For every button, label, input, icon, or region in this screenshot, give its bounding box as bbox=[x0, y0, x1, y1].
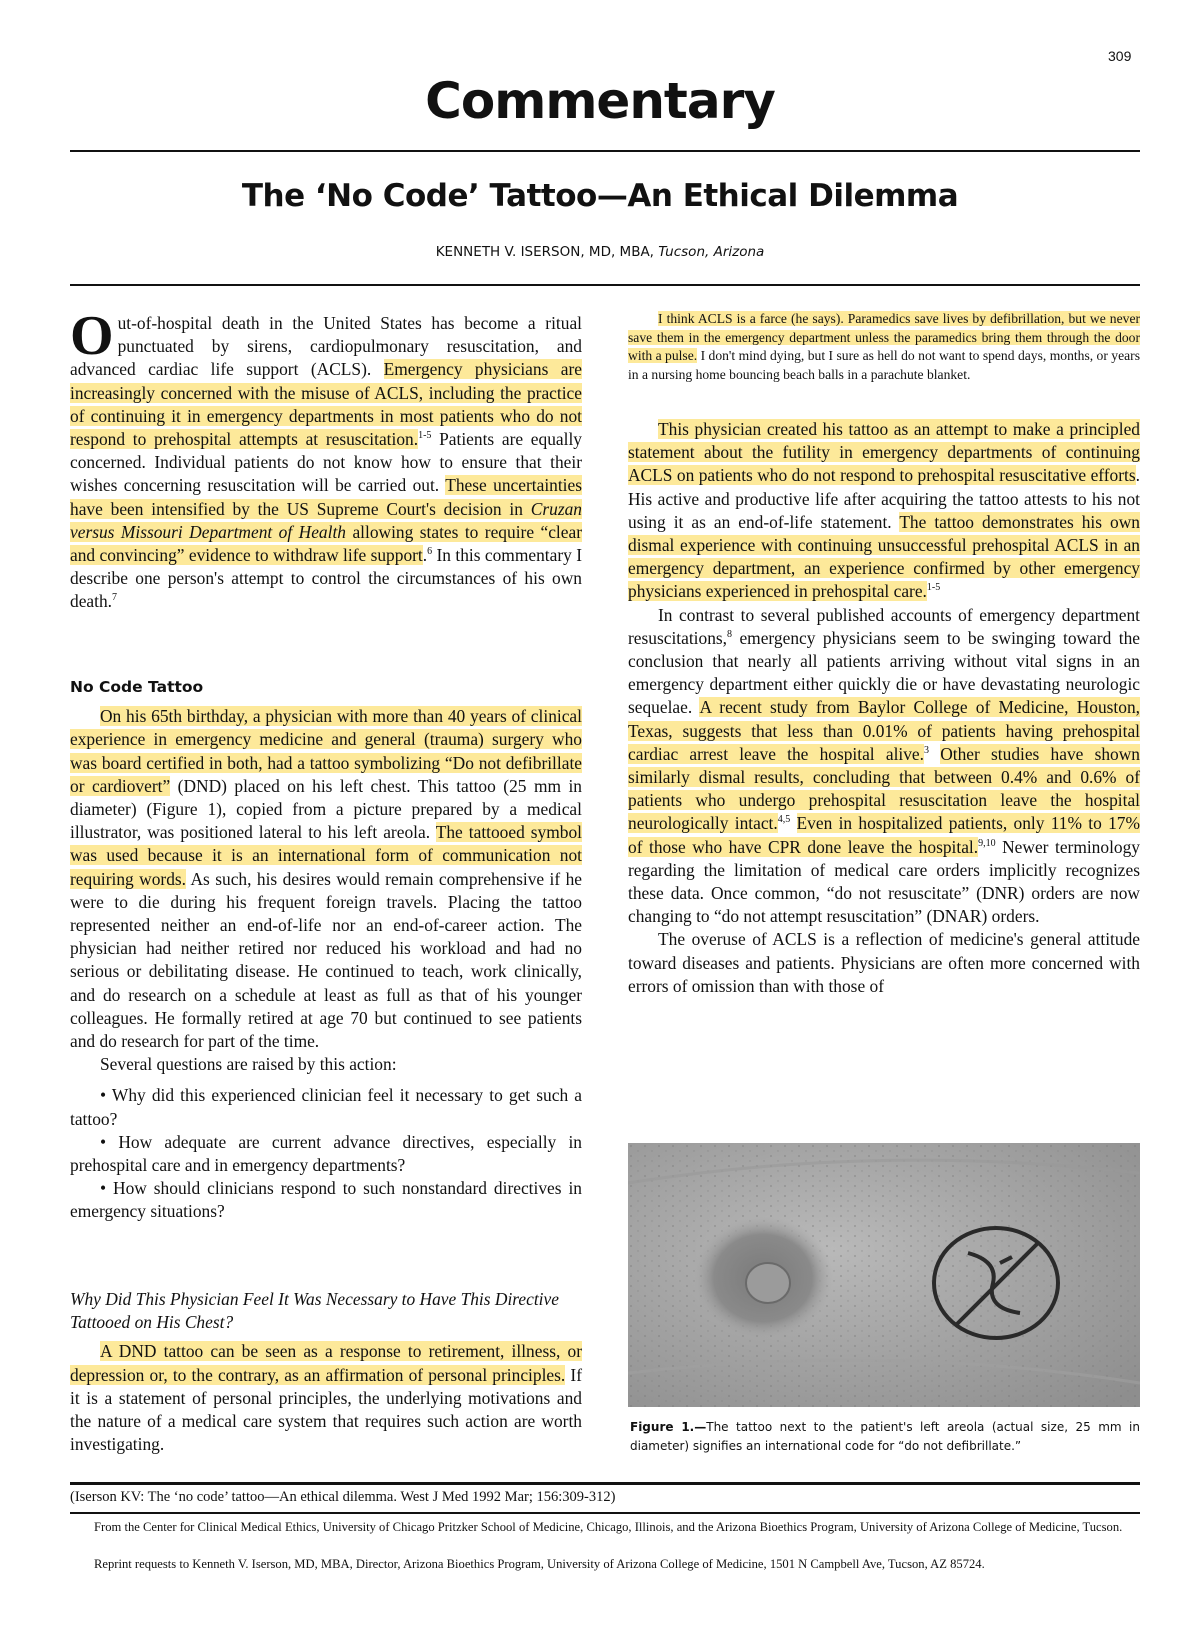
article-title: The ‘No Code’ Tattoo—An Ethical Dilemma bbox=[241, 178, 959, 214]
figure-1-photo bbox=[628, 1143, 1140, 1407]
subsection-heading: Why Did This Physician Feel It Was Necessary to Have This Directive Tattooed on His Chest? bbox=[70, 1289, 559, 1333]
highlighted-text: A DND tattoo can be seen as a response to retirement, illness, or depression or, to the contrary, as an affirmation of personal principles. bbox=[70, 1341, 582, 1385]
text-run: Newer terminology regarding the limitation of medical care orders implicitly recognizes these data. Once common, “do not resuscitate” (DNR) orders are now changing to “do not attempt resuscitation” (DNAR) orders. bbox=[628, 836, 1140, 927]
citation: (Iserson KV: The ‘no code’ tattoo—An ethical dilemma. West J Med 1992 Mar; 156:309-312) bbox=[70, 1489, 616, 1505]
text-run: In this commentary I describe one person's attempt to control the circumstances of his own death. bbox=[70, 545, 582, 612]
paragraph bbox=[628, 604, 1140, 929]
section-title: Commentary bbox=[425, 72, 775, 130]
highlighted-text: Emergency physicians are increasingly concerned with the misuse of ACLS, including the practice of continuing it in emergency departments in most patients who do not respond to prehospital attempts at resuscitation. bbox=[70, 359, 582, 450]
author-location: Tucson, Arizona bbox=[658, 244, 765, 260]
text-run: (DND) placed on his left chest. This tattoo (25 mm in diameter) (Figure 1), copied from a picture prepared by a medical illustrator, was positioned lateral to his left areola. bbox=[70, 775, 583, 843]
highlighted-text: On his 65th birthday, a physician with more than 40 years of clinical experience in emergency medicine and general (trauma) surgery who was board certified in both, had a tattoo symbolizing “Do not defibrillate or cardiovert” bbox=[70, 706, 582, 796]
byline bbox=[0, 244, 1200, 260]
highlighted-text: This physician created his tattoo as an attempt to make a principled statement about the futility in emergency departments of continuing ACLS on patients who do not respond to prehospital resuscitative efforts bbox=[628, 419, 1140, 486]
highlighted-text: allowing states to require “clear and convincing” evidence to withdraw life support bbox=[70, 521, 582, 566]
reprint-note: Reprint requests to Kenneth V. Iserson, MD, MBA, Director, Arizona Bioethics Program, University of Arizona College of Medicine, 1501 N Campbell Ave, Tucson, AZ 85724. bbox=[94, 1557, 985, 1571]
author-name: KENNETH V. ISERSON, MD, MBA, bbox=[435, 244, 654, 260]
reference-superscript: 9,10 bbox=[978, 837, 996, 849]
text-run: . bbox=[422, 545, 428, 566]
text-run: . His active and productive life after acquiring the tattoo attests to his not using it as an end-of-life statement. bbox=[628, 465, 1140, 532]
text-run bbox=[929, 744, 940, 764]
section-heading: No Code Tattoo bbox=[70, 678, 204, 696]
left-column-subsection bbox=[70, 1288, 582, 1456]
paragraph bbox=[628, 418, 1140, 604]
paragraph bbox=[628, 928, 1140, 998]
paragraph bbox=[70, 705, 582, 1053]
block-quote bbox=[628, 310, 1140, 384]
highlighted-text: Cruzan versus Missouri Department of Health bbox=[70, 498, 582, 542]
figure-label: Figure 1.— bbox=[630, 1420, 707, 1434]
footer-rule-top bbox=[70, 1482, 1140, 1485]
title-rule bbox=[70, 150, 1140, 152]
text-run: emergency physicians seem to be swinging toward the conclusion that nearly all patients arriving without vital signs in an emergency department either quickly die or have devastating neurologic sequelae. bbox=[628, 627, 1140, 718]
page-number: 309 bbox=[1108, 48, 1132, 64]
highlighted-text: A recent study from Baylor College of Medicine, Houston, Texas, suggests that less than 0.01% of patients having prehospital cardiac arrest leave the hospital alive. bbox=[628, 697, 1141, 764]
reference-superscript: 1-5 bbox=[926, 582, 941, 594]
highlighted-text: The tattoo demonstrates his own dismal experience with continuing unsuccessful prehospital ACLS in an emergency department, an experience confirmed by other emergency physicians experienced in prehospital care. bbox=[628, 511, 1140, 602]
highlighted-text: The tattooed symbol was used because it is an international form of communication not requiring words. bbox=[70, 822, 583, 889]
list-item: • How should clinicians respond to such nonstandard directives in emergency situations? bbox=[70, 1178, 582, 1222]
reference-superscript: 7 bbox=[112, 592, 118, 604]
text-run: The overuse of ACLS is a reflection of medicine's general attitude toward diseases and patients. Physicians are often more concerned with errors of omission than with those of bbox=[628, 929, 1140, 996]
highlighted-text: Even in hospitalized patients, only 11% to 17% of those who have CPR done leave the hospital. bbox=[628, 813, 1140, 857]
reference-superscript: 6 bbox=[427, 546, 433, 558]
quote-paragraph bbox=[628, 310, 1140, 384]
text-run bbox=[790, 813, 796, 833]
question-list bbox=[70, 1084, 582, 1223]
figure-caption bbox=[630, 1418, 1140, 1456]
reference-superscript: 8 bbox=[727, 629, 733, 641]
reference-superscript: 4,5 bbox=[777, 814, 791, 826]
reference-superscript: 1-5 bbox=[418, 430, 432, 442]
text-run: I don't mind dying, but I sure as hell do not want to spend days, months, or years in a nursing home bouncing beach balls in a parachute blanket. bbox=[628, 348, 1140, 382]
drop-cap: O bbox=[70, 305, 114, 367]
text-run: In contrast to several published accounts of emergency department resuscitations, bbox=[628, 604, 1140, 648]
reference-superscript: 3 bbox=[924, 745, 929, 757]
paragraph bbox=[70, 1340, 582, 1456]
text-run: Patients are equally concerned. Individual patients do not know how to ensure that their wishes concerning resuscitation will be carried out. bbox=[70, 429, 582, 496]
figure-caption-text: The tattoo next to the patient's left areola (actual size, 25 mm in diameter) signifies an international code for “do not defibrillate.” bbox=[630, 1420, 1140, 1453]
intro-paragraph bbox=[70, 305, 582, 614]
text-run: ut-of-hospital death in the United States has become a ritual punctuated by sirens, cardiopulmonary resuscitation, and advanced cardiac life support (ACLS). bbox=[70, 313, 582, 380]
footer-rule-bottom bbox=[70, 1512, 1140, 1514]
paragraph: Several questions are raised by this action: bbox=[100, 1054, 397, 1075]
left-column-intro bbox=[70, 305, 582, 614]
highlighted-text: I think ACLS is a farce (he says). Paramedics save lives by defibrillation, but we never save them in the emergency department unless the paramedics bring them through the door with a pulse. bbox=[628, 311, 1140, 364]
highlighted-text: These uncertainties have been intensified by the US Supreme Court's decision in bbox=[70, 475, 582, 519]
list-item: • Why did this experienced clinician feel it necessary to get such a tattoo? bbox=[70, 1085, 582, 1129]
text-run: As such, his desires would remain comprehensive if he were to die during his frequent foreign travels. Placing the tattoo represented neither an end-of-life nor an end-of-career action. The physician had neither retired nor reduced his workload and had no serious or debilitating disease. He continued to teach, work clinically, and do research on a schedule at least as full as that of his younger colleagues. He formally retired at age 70 but continued to see patients and do research for part of the time. bbox=[70, 868, 583, 1052]
header-rule bbox=[70, 284, 1140, 286]
list-item: • How adequate are current advance directives, especially in prehospital care and in emergency departments? bbox=[70, 1131, 582, 1176]
text-run: If it is a statement of personal principles, the underlying motivations and the nature of a medical care system that requires such action are worth investigating. bbox=[70, 1364, 582, 1455]
affiliation-note: From the Center for Clinical Medical Ethics, University of Chicago Pritzker School of Medicine, Chicago, Illinois, and the Arizona Bioethics Program, University of Arizona College of Medicine, Tucson. bbox=[94, 1520, 1123, 1534]
right-column-text bbox=[628, 418, 1140, 998]
left-column-section bbox=[70, 676, 582, 1224]
highlighted-text: Other studies have shown similarly dismal results, concluding that between 0.4% and 0.6% of patients who undergo prehospital resuscitation leave the hospital neurologically intact. bbox=[628, 743, 1140, 834]
